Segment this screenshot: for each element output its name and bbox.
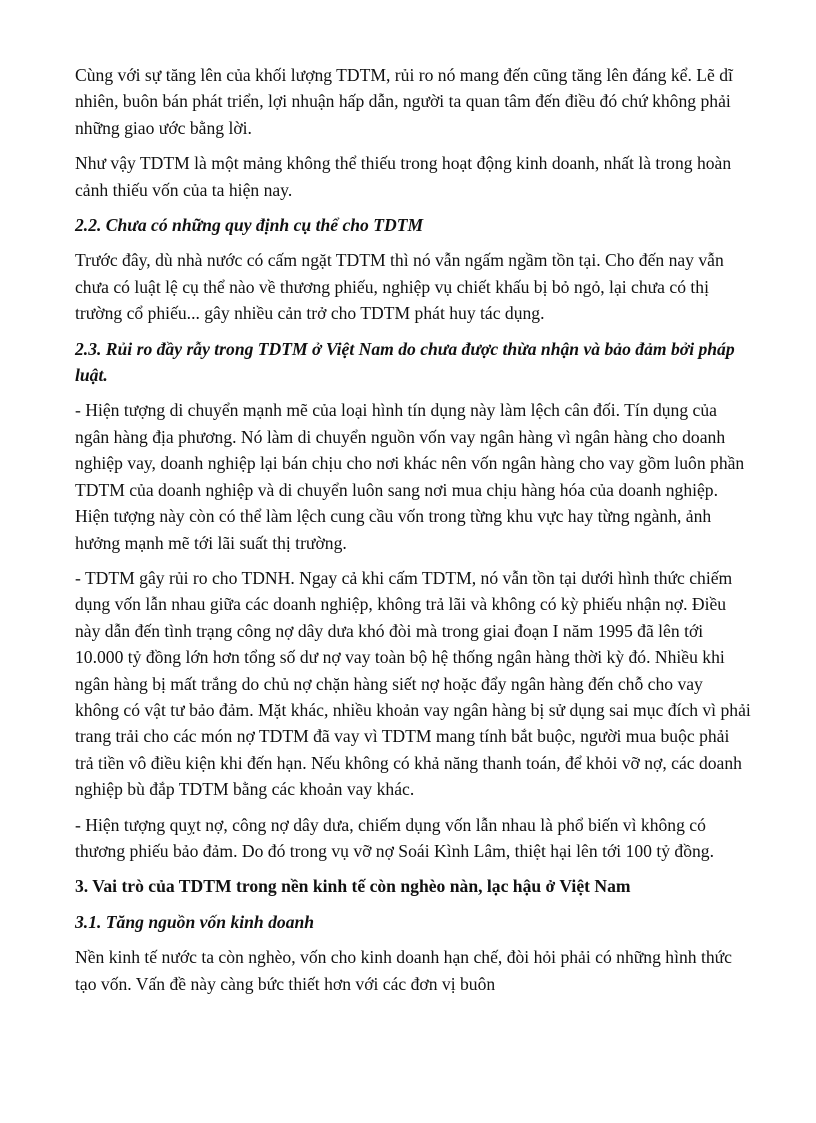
paragraph-risk-increase: Cùng với sự tăng lên của khối lượng TDTM, rủi ro nó mang đến cũng tăng lên đáng kể. Lẽ dĩ nhiên, buôn bán phát triển, lợi nhuận hấp dẫn, người ta quan tâm đến điều đó chứ không phải những giao ước bằng lời. <box>75 65 733 138</box>
paragraph-no-regulations: Trước đây, dù nhà nước có cấm ngặt TDTM thì nó vẫn ngấm ngầm tồn tại. Cho đến nay vẫn chưa có luật lệ cụ thể nào về thương phiếu, nghiệp vụ chiết khấu bị bỏ ngỏ, lại chưa có thị trường cổ phiếu... gây nhiều cản trở cho TDTM phát huy tác dụng. <box>75 250 724 324</box>
paragraph-bank-risk: - TDTM gây rủi ro cho TDNH. Ngay cả khi cấm TDTM, nó vẫn tồn tại dưới hình thức chiếm dụng vốn lẫn nhau giữa các doanh nghiệp, không trả lãi và không có kỳ phiếu nhận nợ. Điều này dẫn đến tình trạng công nợ dây dưa khó đòi mà trong giai đoạn I năm 1995 đã lên tới 10.000 tỷ đồng lớn hơn tổng số dư nợ vay toàn bộ hệ thống ngân hàng thời kỳ đó. Nhiều khi ngân hàng bị mất trắng do chủ nợ chặn hàng siết nợ hoặc đẩy ngân hàng đến chỗ cho vay không có vật tư bảo đảm. Mặt khác, nhiều khoản vay ngân hàng bị sử dụng sai mục đích vì phải trang trải cho các món nợ TDTM đã vay vì TDTM mang tính bắt buộc, người mua buộc phải trả tiền vô điều kiện khi đến hạn. Nếu không có khả năng thanh toán, để khỏi vỡ nợ, các doanh nghiệp bù đắp TDTM bằng các khoản vay khác. <box>75 567 751 800</box>
paragraph-capital-sources: Nền kinh tế nước ta còn nghèo, vốn cho kinh doanh hạn chế, đòi hỏi phải có những hình thức tạo vốn. Vấn đề này càng bức thiết hơn với các đơn vị buôn <box>75 947 732 994</box>
heading-2-3: 2.3. Rủi ro đầy rẫy trong TDTM ở Việt Nam do chưa được thừa nhận và bảo đảm bởi pháp luật. <box>75 338 735 386</box>
heading-3-1: 3.1. Tăng nguồn vốn kinh doanh <box>75 911 315 932</box>
paragraph-credit-movement: - Hiện tượng di chuyển mạnh mẽ của loại hình tín dụng này làm lệch cân đối. Tín dụng của ngân hàng địa phương. Nó làm di chuyển nguồn vốn vay ngân hàng vì ngân hàng cho doanh nghiệp vay, doanh nghiệp lại bán chịu cho nơi khác nên vốn ngân hàng cho vay gồm luôn phần TDTM của doanh nghiệp và di chuyển luôn sang nơi mua chịu hàng hóa của doanh nghiệp. Hiện tượng này còn có thể làm lệch cung cầu vốn trong từng khu vực hay từng ngành, ảnh hưởng mạnh mẽ tới lãi suất thị trường. <box>75 400 745 553</box>
heading-2-2: 2.2. Chưa có những quy định cụ thể cho TDTM <box>75 215 424 236</box>
heading-3: 3. Vai trò của TDTM trong nền kinh tế còn nghèo nàn, lạc hậu ở Việt Nam <box>75 876 631 897</box>
paragraph-tdtm-essential: Như vậy TDTM là một mảng không thể thiếu trong hoạt động kinh doanh, nhất là trong hoàn cảnh thiếu vốn của ta hiện nay. <box>75 153 732 200</box>
document-body <box>75 62 751 1006</box>
paragraph-debt-default: - Hiện tượng quỵt nợ, công nợ dây dưa, chiếm dụng vốn lẫn nhau là phổ biến vì không có thương phiếu bảo đảm. Do đó trong vụ vỡ nợ Soái Kình Lâm, thiệt hại lên tới 100 tỷ đồng. <box>75 814 715 861</box>
